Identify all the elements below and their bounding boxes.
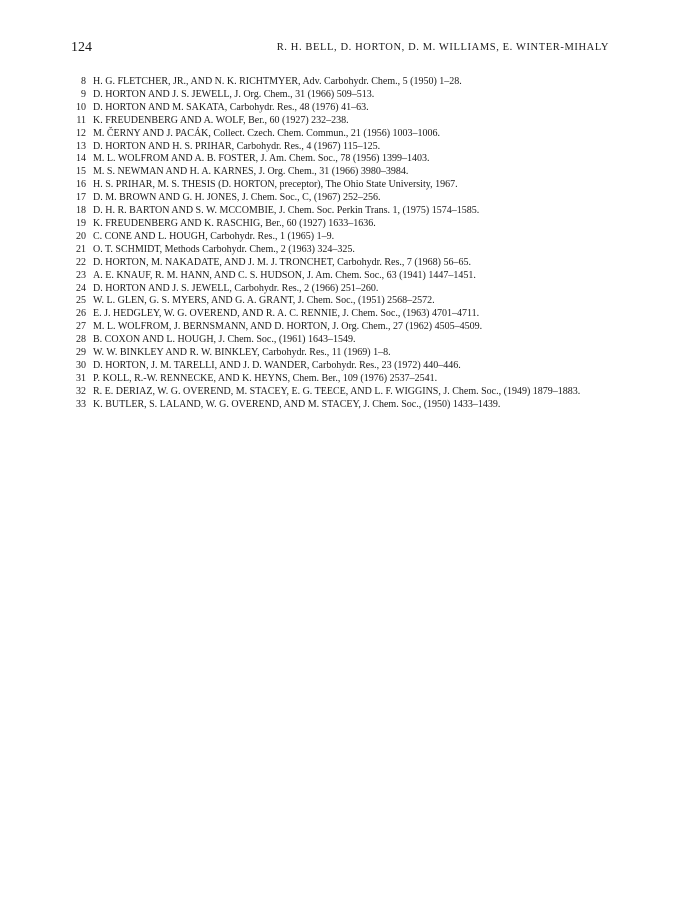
reference-number: 8 (81, 76, 86, 87)
reference-item (72, 295, 612, 308)
reference-item (72, 308, 612, 321)
reference-text: P. KOLL, R.-W. RENNECKE, AND K. HEYNS, Chem. Ber., 109 (1976) 2537–2541. (93, 372, 438, 384)
reference-text: D. HORTON, M. NAKADATE, AND J. M. J. TRONCHET, Carbohydr. Res., 7 (1968) 56–65. (93, 256, 472, 268)
reference-text: C. CONE AND L. HOUGH, Carbohydr. Res., 1 (1965) 1–9. (93, 230, 335, 242)
reference-item (72, 128, 612, 141)
reference-number: 11 (76, 114, 86, 126)
reference-item (72, 205, 612, 218)
reference-item (72, 115, 612, 128)
reference-item (72, 399, 612, 412)
reference-number: 13 (76, 140, 86, 152)
reference-item (72, 192, 612, 205)
reference-number: 18 (76, 205, 86, 217)
reference-item (72, 386, 612, 399)
reference-text: M. L. WOLFROM AND A. B. FOSTER, J. Am. Chem. Soc., 78 (1956) 1399–1403. (93, 153, 430, 165)
reference-text: K. FREUDENBERG AND A. WOLF, Ber., 60 (1927) 232–238. (93, 114, 349, 126)
reference-text: E. J. HEDGLEY, W. G. OVEREND, AND R. A. C. RENNIE, J. Chem. Soc., (1963) 4701–4711. (93, 308, 480, 320)
reference-item (72, 89, 612, 102)
reference-number: 26 (76, 308, 86, 320)
reference-number: 12 (76, 127, 86, 139)
page-number: 124 (71, 40, 92, 55)
reference-text: D. HORTON, J. M. TARELLI, AND J. D. WANDER, Carbohydr. Res., 23 (1972) 440–446. (93, 359, 461, 371)
reference-list (72, 76, 612, 412)
reference-number: 32 (76, 385, 86, 397)
running-head: R. H. BELL, D. HORTON, D. M. WILLIAMS, E. WINTER-MIHALY (276, 42, 609, 53)
reference-item (72, 257, 612, 270)
reference-number: 27 (76, 321, 86, 333)
reference-text: B. COXON AND L. HOUGH, J. Chem. Soc., (1961) 1643–1549. (93, 334, 356, 346)
reference-number: 10 (76, 101, 86, 113)
reference-item (72, 166, 612, 179)
reference-item (72, 270, 612, 283)
reference-text: M. ČERNY AND J. PACÁK, Collect. Czech. Chem. Commun., 21 (1956) 1003–1006. (93, 127, 441, 139)
reference-text: H. S. PRIHAR, M. S. THESIS (D. HORTON, preceptor), The Ohio State University, 1967. (93, 179, 458, 191)
reference-number: 24 (76, 282, 86, 294)
reference-text: W. W. BINKLEY AND R. W. BINKLEY, Carbohydr. Res., 11 (1969) 1–8. (93, 347, 391, 359)
reference-item (72, 347, 612, 360)
reference-number: 19 (76, 217, 86, 229)
reference-item (72, 102, 612, 115)
reference-text: D. M. BROWN AND G. H. JONES, J. Chem. Soc., C, (1967) 252–256. (93, 192, 381, 204)
reference-text: K. BUTLER, S. LALAND, W. G. OVEREND, AND M. STACEY, J. Chem. Soc., (1950) 1433–1439. (93, 398, 501, 410)
reference-text: O. T. SCHMIDT, Methods Carbohydr. Chem., 2 (1963) 324–325. (93, 243, 355, 255)
reference-number: 9 (81, 88, 86, 100)
reference-number: 28 (76, 334, 86, 346)
reference-text: W. L. GLEN, G. S. MYERS, AND G. A. GRANT, J. Chem. Soc., (1951) 2568–2572. (93, 295, 435, 307)
reference-number: 21 (76, 243, 86, 255)
reference-number: 30 (76, 359, 86, 371)
reference-number: 20 (76, 230, 86, 242)
reference-number: 16 (76, 179, 86, 191)
reference-text: D. HORTON AND J. S. JEWELL, J. Org. Chem., 31 (1966) 509–513. (93, 88, 375, 100)
reference-number: 17 (76, 192, 86, 204)
reference-item (72, 283, 612, 296)
reference-item (72, 334, 612, 347)
reference-item (72, 321, 612, 334)
reference-number: 25 (76, 295, 86, 307)
reference-text: H. G. FLETCHER, JR., AND N. K. RICHTMYER, Adv. Carbohydr. Chem., 5 (1950) 1–28. (93, 76, 462, 87)
reference-item (72, 179, 612, 192)
reference-text: D. HORTON AND J. S. JEWELL, Carbohydr. Res., 2 (1966) 251–260. (93, 282, 379, 294)
reference-item (72, 76, 612, 89)
reference-item (72, 373, 612, 386)
reference-item (72, 141, 612, 154)
reference-text: D. HORTON AND H. S. PRIHAR, Carbohydr. Res., 4 (1967) 115–125. (93, 140, 381, 152)
page-header (71, 40, 609, 58)
reference-text: K. FREUDENBERG AND K. RASCHIG, Ber., 60 (1927) 1633–1636. (93, 217, 376, 229)
reference-number: 31 (76, 372, 86, 384)
reference-text: A. E. KNAUF, R. M. HANN, AND C. S. HUDSON, J. Am. Chem. Soc., 63 (1941) 1447–1451. (93, 269, 476, 281)
reference-item (72, 218, 612, 231)
reference-text: D. H. R. BARTON AND S. W. MCCOMBIE, J. Chem. Soc. Perkin Trans. 1, (1975) 1574–1585. (93, 205, 480, 217)
reference-text: M. L. WOLFROM, J. BERNSMANN, AND D. HORTON, J. Org. Chem., 27 (1962) 4505–4509. (93, 321, 483, 333)
reference-number: 33 (76, 398, 86, 410)
reference-text: D. HORTON AND M. SAKATA, Carbohydr. Res., 48 (1976) 41–63. (93, 101, 369, 113)
reference-number: 15 (76, 166, 86, 178)
reference-item (72, 153, 612, 166)
reference-item (72, 244, 612, 257)
reference-number: 23 (76, 269, 86, 281)
reference-item (72, 360, 612, 373)
reference-text: M. S. NEWMAN AND H. A. KARNES, J. Org. Chem., 31 (1966) 3980–3984. (93, 166, 409, 178)
reference-item (72, 231, 612, 244)
reference-number: 29 (76, 347, 86, 359)
reference-number: 14 (76, 153, 86, 165)
reference-text: R. E. DERIAZ, W. G. OVEREND, M. STACEY, E. G. TEECE, AND L. F. WIGGINS, J. Chem. Soc., (1949) 1879–1883. (93, 385, 581, 397)
reference-number: 22 (76, 256, 86, 268)
